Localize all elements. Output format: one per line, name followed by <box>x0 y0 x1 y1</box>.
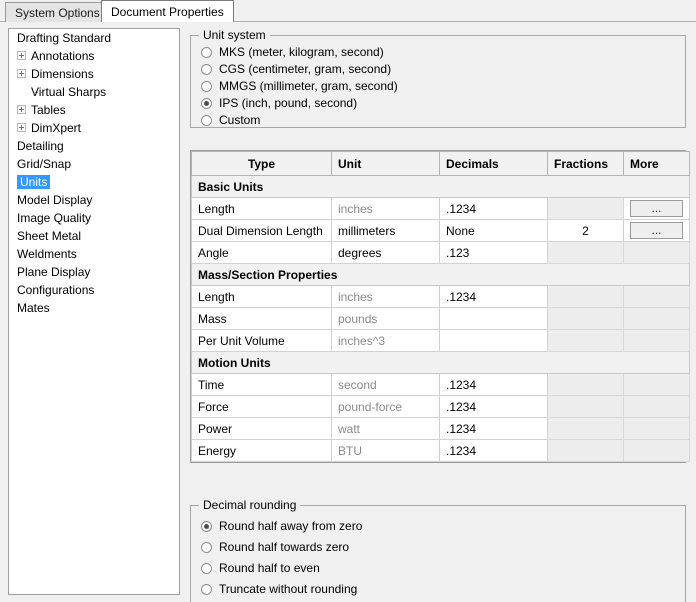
tree-item-virtual-sharps[interactable] <box>9 83 179 101</box>
cell-unit[interactable]: pounds <box>332 308 440 330</box>
units-table-section-label: Mass/Section Properties <box>192 264 690 286</box>
tab-system-options[interactable] <box>5 2 110 22</box>
tree-item-label: Dimensions <box>31 67 94 81</box>
units-table-section-row <box>192 352 690 374</box>
cell-unit[interactable]: inches <box>332 286 440 308</box>
cell-fractions[interactable] <box>548 396 624 418</box>
tree-item-dimensions[interactable] <box>9 65 179 83</box>
cell-more <box>624 330 690 352</box>
cell-unit[interactable]: inches <box>332 198 440 220</box>
units-table-wrap <box>190 150 686 463</box>
units-table-section-row <box>192 264 690 286</box>
units-table-row <box>192 242 690 264</box>
units-table-section-row <box>192 176 690 198</box>
decimal-rounding-option-label: Round half towards zero <box>219 540 350 554</box>
tab-system-options-label: System Options <box>15 6 100 20</box>
cell-decimals[interactable] <box>440 330 548 352</box>
cell-decimals[interactable]: .1234 <box>440 418 548 440</box>
cell-more <box>624 396 690 418</box>
cell-fractions[interactable] <box>548 198 624 220</box>
cell-type: Time <box>192 374 332 396</box>
cell-fractions[interactable] <box>548 286 624 308</box>
cell-decimals[interactable]: .1234 <box>440 374 548 396</box>
column-header-type[interactable]: Type <box>192 152 332 176</box>
settings-tree[interactable] <box>8 28 180 595</box>
cell-more <box>624 418 690 440</box>
expand-plus-icon[interactable] <box>17 123 26 132</box>
tree-branch-dash-icon <box>35 92 42 93</box>
units-table-row <box>192 286 690 308</box>
tree-item-grid-snap[interactable] <box>9 155 179 173</box>
cell-type: Energy <box>192 440 332 462</box>
radio-icon[interactable] <box>201 542 212 553</box>
unit-system-option-1[interactable] <box>191 61 685 78</box>
cell-fractions[interactable]: 2 <box>548 220 624 242</box>
tree-item-units[interactable] <box>9 173 179 191</box>
tree-item-label: Detailing <box>17 139 64 153</box>
radio-icon[interactable] <box>201 115 212 126</box>
cell-unit[interactable]: millimeters <box>332 220 440 242</box>
decimal-rounding-group <box>190 498 686 602</box>
decimal-rounding-option-label: Round half away from zero <box>219 519 363 533</box>
cell-fractions[interactable] <box>548 330 624 352</box>
cell-more <box>624 286 690 308</box>
unit-system-option-0[interactable] <box>191 44 685 61</box>
tree-item-label: Sheet Metal <box>17 229 82 243</box>
cell-decimals[interactable]: .123 <box>440 242 548 264</box>
decimal-rounding-option-label: Truncate without rounding <box>219 582 358 596</box>
column-header-more[interactable]: More <box>624 152 690 176</box>
tree-item-label: Mates <box>17 301 50 315</box>
tab-document-properties[interactable] <box>101 0 234 22</box>
cell-decimals[interactable]: .1234 <box>440 198 548 220</box>
tree-item-plane-display[interactable] <box>9 263 179 281</box>
radio-icon[interactable] <box>201 47 212 58</box>
cell-more <box>624 308 690 330</box>
unit-system-option-3[interactable] <box>191 95 685 112</box>
cell-decimals[interactable]: .1234 <box>440 286 548 308</box>
tree-item-label: Model Display <box>17 193 93 207</box>
cell-decimals[interactable] <box>440 308 548 330</box>
cell-decimals[interactable]: .1234 <box>440 396 548 418</box>
tab-strip <box>0 0 696 22</box>
tree-item-label: Drafting Standard <box>17 31 112 45</box>
tree-item-label: Units <box>17 175 50 189</box>
tree-item-weldments[interactable] <box>9 245 179 263</box>
tree-item-model-display[interactable] <box>9 191 179 209</box>
tree-item-configurations[interactable] <box>9 281 179 299</box>
decimal-rounding-option-0[interactable] <box>191 516 685 537</box>
unit-system-option-2[interactable] <box>191 78 685 95</box>
cell-type: Angle <box>192 242 332 264</box>
radio-icon[interactable] <box>201 98 212 109</box>
cell-more <box>624 440 690 462</box>
units-table-row <box>192 418 690 440</box>
more-options-button[interactable]: ... <box>630 222 683 239</box>
units-table-header-row <box>192 152 690 176</box>
units-table-row <box>192 220 690 242</box>
unit-system-option-4[interactable] <box>191 112 685 129</box>
unit-system-option-label: MMGS (millimeter, gram, second) <box>219 79 398 93</box>
cell-fractions[interactable] <box>548 374 624 396</box>
units-table <box>191 151 690 462</box>
units-table-row <box>192 198 690 220</box>
cell-fractions[interactable] <box>548 440 624 462</box>
radio-icon[interactable] <box>201 584 212 595</box>
tree-item-label: Configurations <box>17 283 95 297</box>
cell-more <box>624 374 690 396</box>
cell-decimals[interactable]: None <box>440 220 548 242</box>
tree-item-drafting-standard[interactable] <box>9 29 179 47</box>
units-table-row <box>192 440 690 462</box>
more-options-button[interactable]: ... <box>630 200 683 217</box>
cell-type: Mass <box>192 308 332 330</box>
radio-icon[interactable] <box>201 521 212 532</box>
tree-item-label: Tables <box>31 103 66 117</box>
units-page <box>186 28 688 595</box>
tree-item-image-quality[interactable] <box>9 209 179 227</box>
cell-fractions[interactable] <box>548 418 624 440</box>
unit-system-group <box>190 28 686 128</box>
radio-icon[interactable] <box>201 563 212 574</box>
expand-plus-icon[interactable] <box>17 69 26 78</box>
units-table-row <box>192 308 690 330</box>
tree-item-mates[interactable] <box>9 299 179 317</box>
units-table-row <box>192 396 690 418</box>
tree-item-label: Image Quality <box>17 211 92 225</box>
unit-system-option-label: IPS (inch, pound, second) <box>219 96 358 110</box>
unit-system-legend: Unit system <box>203 28 266 42</box>
cell-decimals[interactable]: .1234 <box>440 440 548 462</box>
cell-unit[interactable]: watt <box>332 418 440 440</box>
cell-more <box>624 242 690 264</box>
units-table-section-label: Motion Units <box>192 352 690 374</box>
cell-type: Length <box>192 198 332 220</box>
tree-item-detailing[interactable] <box>9 137 179 155</box>
decimal-rounding-legend: Decimal rounding <box>203 498 297 512</box>
cell-unit[interactable]: inches^3 <box>332 330 440 352</box>
cell-unit[interactable]: degrees <box>332 242 440 264</box>
expand-plus-icon[interactable] <box>17 105 26 114</box>
units-table-row <box>192 374 690 396</box>
decimal-rounding-option-2[interactable] <box>191 558 685 579</box>
decimal-rounding-option-1[interactable] <box>191 537 685 558</box>
tree-item-dimxpert[interactable] <box>9 119 179 137</box>
cell-type: Dual Dimension Length <box>192 220 332 242</box>
cell-unit[interactable]: second <box>332 374 440 396</box>
tab-document-properties-label: Document Properties <box>111 5 224 19</box>
units-table-row <box>192 330 690 352</box>
cell-more <box>624 220 690 242</box>
tree-item-sheet-metal[interactable] <box>9 227 179 245</box>
units-table-section-label: Basic Units <box>192 176 690 198</box>
tree-item-tables[interactable] <box>9 101 179 119</box>
radio-icon[interactable] <box>201 64 212 75</box>
cell-unit[interactable]: pound-force <box>332 396 440 418</box>
cell-unit[interactable]: BTU <box>332 440 440 462</box>
tree-item-label: Grid/Snap <box>17 157 72 171</box>
tree-item-label: Annotations <box>31 49 95 63</box>
decimal-rounding-option-3[interactable] <box>191 579 685 600</box>
expand-plus-icon[interactable] <box>17 51 26 60</box>
cell-type: Length <box>192 286 332 308</box>
cell-type: Per Unit Volume <box>192 330 332 352</box>
cell-type: Power <box>192 418 332 440</box>
tree-item-label: Virtual Sharps <box>31 85 107 99</box>
cell-more <box>624 198 690 220</box>
unit-system-option-label: MKS (meter, kilogram, second) <box>219 45 384 59</box>
tree-item-annotations[interactable] <box>9 47 179 65</box>
column-header-decimals[interactable]: Decimals <box>440 152 548 176</box>
tree-item-label: Plane Display <box>17 265 91 279</box>
column-header-fractions[interactable]: Fractions <box>548 152 624 176</box>
unit-system-option-label: Custom <box>219 113 261 127</box>
unit-system-option-label: CGS (centimeter, gram, second) <box>219 62 392 76</box>
cell-fractions[interactable] <box>548 242 624 264</box>
cell-fractions[interactable] <box>548 308 624 330</box>
radio-icon[interactable] <box>201 81 212 92</box>
cell-type: Force <box>192 396 332 418</box>
tree-item-label: Weldments <box>17 247 77 261</box>
column-header-unit[interactable]: Unit <box>332 152 440 176</box>
tree-item-label: DimXpert <box>31 121 82 135</box>
decimal-rounding-option-label: Round half to even <box>219 561 320 575</box>
